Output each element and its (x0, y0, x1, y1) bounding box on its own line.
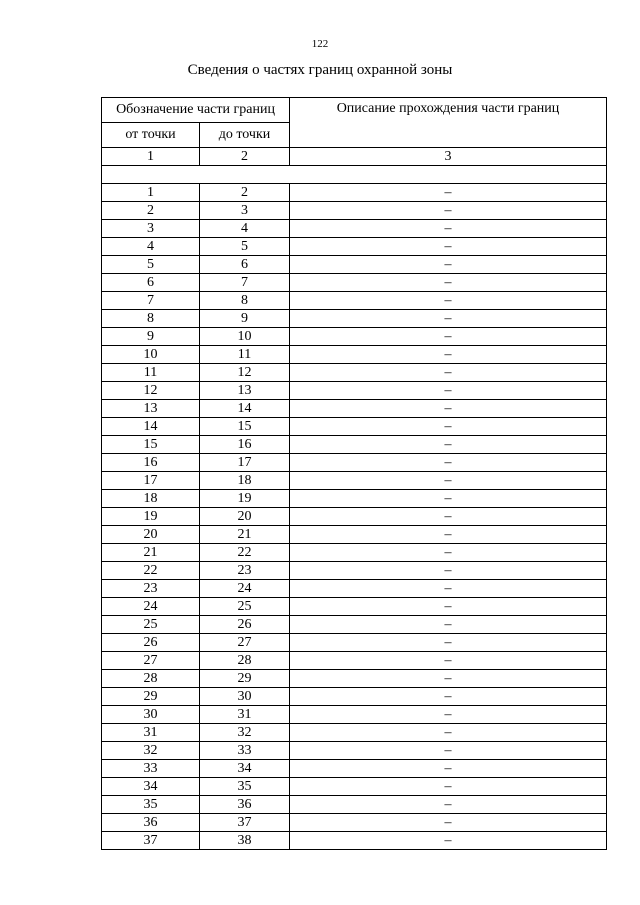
table-row (102, 400, 607, 418)
table-row (102, 418, 607, 436)
cell-to-point: 7 (200, 274, 290, 292)
cell-from-point: 29 (102, 688, 200, 706)
cell-description: – (290, 760, 607, 778)
cell-from-point: 17 (102, 472, 200, 490)
cell-to-point: 25 (200, 598, 290, 616)
table-row (102, 580, 607, 598)
cell-to-point: 14 (200, 400, 290, 418)
cell-to-point: 28 (200, 652, 290, 670)
table-row (102, 814, 607, 832)
table-row (102, 364, 607, 382)
cell-description: – (290, 382, 607, 400)
table-row (102, 742, 607, 760)
cell-from-point: 6 (102, 274, 200, 292)
table-row (102, 652, 607, 670)
table-row (102, 220, 607, 238)
cell-from-point: 18 (102, 490, 200, 508)
cell-description: – (290, 562, 607, 580)
table-row (102, 688, 607, 706)
cell-from-point: 3 (102, 220, 200, 238)
column-number: 2 (200, 148, 290, 166)
cell-from-point: 35 (102, 796, 200, 814)
cell-to-point: 9 (200, 310, 290, 328)
cell-description: – (290, 616, 607, 634)
table-row (102, 526, 607, 544)
cell-description: – (290, 346, 607, 364)
cell-description: – (290, 310, 607, 328)
cell-from-point: 19 (102, 508, 200, 526)
boundary-parts-table (101, 97, 607, 850)
cell-to-point: 27 (200, 634, 290, 652)
table-row (102, 436, 607, 454)
table-row (102, 634, 607, 652)
cell-description: – (290, 814, 607, 832)
cell-to-point: 30 (200, 688, 290, 706)
column-number: 3 (290, 148, 607, 166)
cell-description: – (290, 796, 607, 814)
cell-to-point: 36 (200, 796, 290, 814)
cell-from-point: 15 (102, 436, 200, 454)
cell-description: – (290, 238, 607, 256)
cell-from-point: 7 (102, 292, 200, 310)
cell-from-point: 8 (102, 310, 200, 328)
page-number: 122 (311, 38, 329, 50)
cell-from-point: 24 (102, 598, 200, 616)
cell-to-point: 4 (200, 220, 290, 238)
column-number-row (102, 148, 607, 166)
cell-description: – (290, 328, 607, 346)
cell-from-point: 4 (102, 238, 200, 256)
cell-from-point: 1 (102, 184, 200, 202)
cell-to-point: 10 (200, 328, 290, 346)
cell-to-point: 11 (200, 346, 290, 364)
cell-description: – (290, 472, 607, 490)
cell-to-point: 38 (200, 832, 290, 850)
cell-to-point: 19 (200, 490, 290, 508)
cell-to-point: 8 (200, 292, 290, 310)
cell-from-point: 28 (102, 670, 200, 688)
table-row (102, 292, 607, 310)
cell-from-point: 22 (102, 562, 200, 580)
cell-from-point: 33 (102, 760, 200, 778)
cell-description: – (290, 670, 607, 688)
cell-description: – (290, 490, 607, 508)
table-row (102, 454, 607, 472)
cell-from-point: 21 (102, 544, 200, 562)
table-row (102, 490, 607, 508)
cell-description: – (290, 274, 607, 292)
cell-from-point: 26 (102, 634, 200, 652)
cell-description: – (290, 778, 607, 796)
cell-description: – (290, 652, 607, 670)
cell-from-point: 25 (102, 616, 200, 634)
cell-to-point: 35 (200, 778, 290, 796)
cell-from-point: 12 (102, 382, 200, 400)
cell-from-point: 27 (102, 652, 200, 670)
cell-to-point: 6 (200, 256, 290, 274)
cell-description: – (290, 508, 607, 526)
cell-from-point: 37 (102, 832, 200, 850)
cell-description: – (290, 400, 607, 418)
cell-description: – (290, 598, 607, 616)
column-number: 1 (102, 148, 200, 166)
cell-description: – (290, 724, 607, 742)
table-row (102, 760, 607, 778)
table-row (102, 274, 607, 292)
cell-description: – (290, 832, 607, 850)
table-row (102, 724, 607, 742)
table-row (102, 328, 607, 346)
table-row (102, 562, 607, 580)
table-row (102, 310, 607, 328)
cell-description: – (290, 742, 607, 760)
cell-from-point: 13 (102, 400, 200, 418)
cell-description: – (290, 544, 607, 562)
cell-from-point: 9 (102, 328, 200, 346)
cell-from-point: 23 (102, 580, 200, 598)
cell-description: – (290, 436, 607, 454)
cell-to-point: 33 (200, 742, 290, 760)
header-from-point: от точки (102, 123, 200, 148)
cell-description: – (290, 364, 607, 382)
cell-from-point: 20 (102, 526, 200, 544)
section-label (102, 166, 607, 184)
header-boundary-designation: Обозначение части границ (102, 98, 290, 123)
cell-to-point: 37 (200, 814, 290, 832)
cell-to-point: 12 (200, 364, 290, 382)
table-row (102, 544, 607, 562)
cell-description: – (290, 634, 607, 652)
table-row (102, 598, 607, 616)
cell-to-point: 2 (200, 184, 290, 202)
table-row (102, 202, 607, 220)
cell-to-point: 3 (200, 202, 290, 220)
table-row (102, 832, 607, 850)
cell-to-point: 16 (200, 436, 290, 454)
cell-from-point: 5 (102, 256, 200, 274)
cell-to-point: 32 (200, 724, 290, 742)
table-row (102, 472, 607, 490)
cell-description: – (290, 202, 607, 220)
table-row (102, 256, 607, 274)
cell-from-point: 36 (102, 814, 200, 832)
cell-from-point: 31 (102, 724, 200, 742)
cell-description: – (290, 256, 607, 274)
table-row (102, 616, 607, 634)
cell-description: – (290, 580, 607, 598)
cell-to-point: 24 (200, 580, 290, 598)
table-row (102, 346, 607, 364)
cell-from-point: 14 (102, 418, 200, 436)
table-row (102, 508, 607, 526)
cell-to-point: 31 (200, 706, 290, 724)
cell-description: – (290, 706, 607, 724)
cell-to-point: 13 (200, 382, 290, 400)
table-row (102, 778, 607, 796)
cell-from-point: 10 (102, 346, 200, 364)
table-row (102, 796, 607, 814)
cell-description: – (290, 418, 607, 436)
cell-to-point: 29 (200, 670, 290, 688)
cell-description: – (290, 292, 607, 310)
cell-to-point: 18 (200, 472, 290, 490)
table-row (102, 706, 607, 724)
cell-description: – (290, 184, 607, 202)
cell-to-point: 21 (200, 526, 290, 544)
cell-to-point: 20 (200, 508, 290, 526)
cell-from-point: 16 (102, 454, 200, 472)
cell-from-point: 11 (102, 364, 200, 382)
cell-description: – (290, 526, 607, 544)
section-row (102, 166, 607, 184)
table-row (102, 184, 607, 202)
cell-description: – (290, 220, 607, 238)
header-description: Описание прохождения части границ (290, 98, 607, 148)
cell-description: – (290, 688, 607, 706)
cell-to-point: 26 (200, 616, 290, 634)
cell-to-point: 17 (200, 454, 290, 472)
cell-to-point: 5 (200, 238, 290, 256)
cell-description: – (290, 454, 607, 472)
cell-from-point: 34 (102, 778, 200, 796)
header-to-point: до точки (200, 123, 290, 148)
table-row (102, 382, 607, 400)
cell-to-point: 23 (200, 562, 290, 580)
cell-to-point: 22 (200, 544, 290, 562)
cell-to-point: 34 (200, 760, 290, 778)
cell-to-point: 15 (200, 418, 290, 436)
cell-from-point: 32 (102, 742, 200, 760)
table-row (102, 238, 607, 256)
document-title: Сведения о частях границ охранной зоны (187, 62, 453, 78)
cell-from-point: 2 (102, 202, 200, 220)
table-row (102, 670, 607, 688)
header-row-group (102, 98, 607, 123)
cell-from-point: 30 (102, 706, 200, 724)
